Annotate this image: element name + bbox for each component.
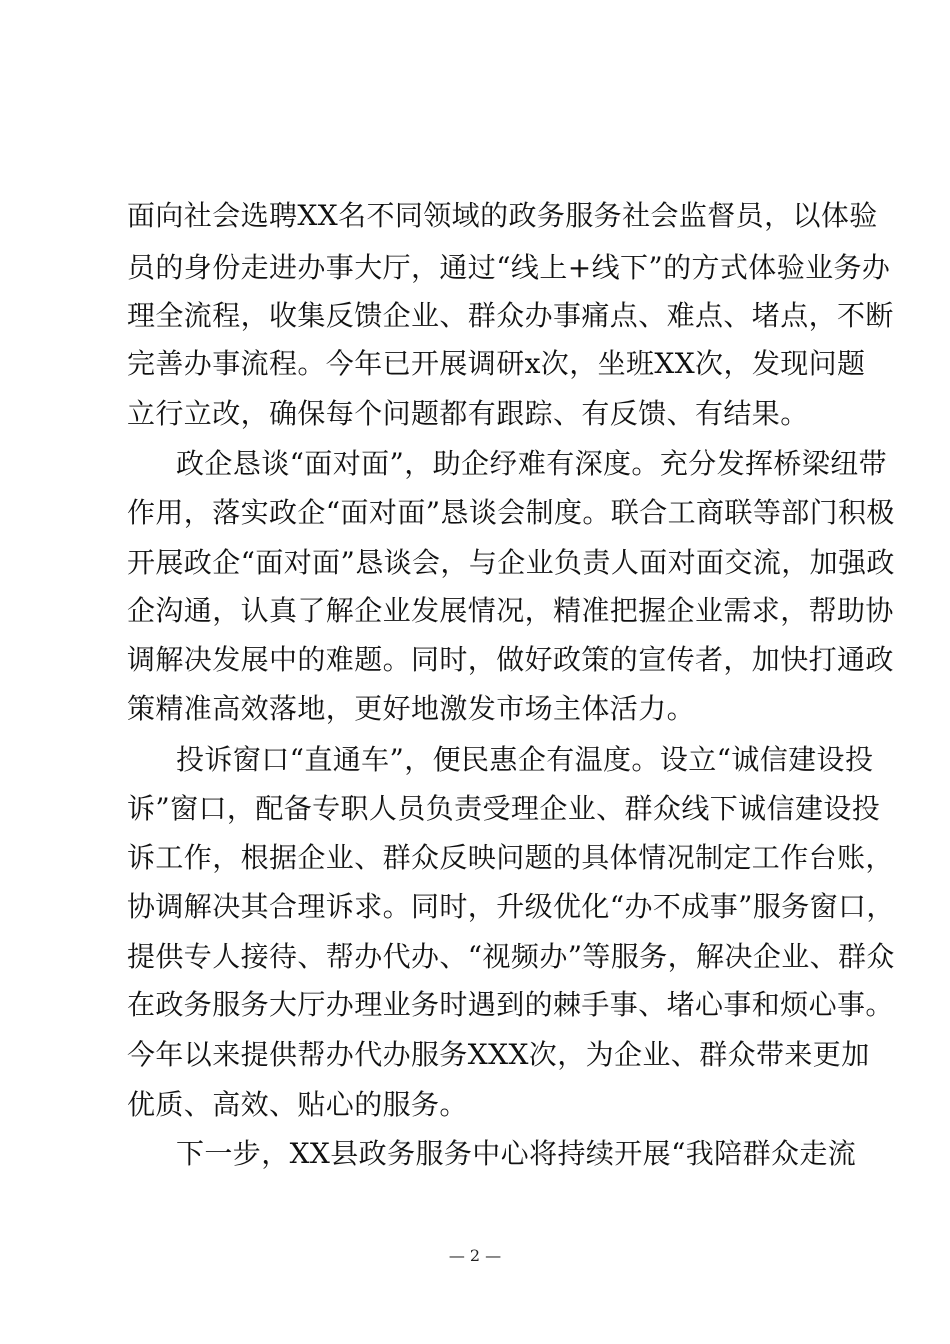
text-line: 诉”窗口，配备专职人员负责受理企业、群众线下诚信建设投	[127, 792, 881, 825]
text-line: 优质、高效、贴心的服务。	[127, 1088, 468, 1121]
paragraph-start-line: 政企恳谈“面对面”，助企纾难有深度。充分发挥桥梁纽带	[176, 447, 888, 480]
text-line: 作用，落实政企“面对面”恳谈会制度。联合工商联等部门积极	[127, 496, 895, 529]
page-number: — 2 —	[448, 1246, 502, 1265]
text-line: 在政务服务大厅办理业务时遇到的棘手事、堵心事和烦心事。	[127, 988, 894, 1021]
text-line: 提供专人接待、帮办代办、“视频办”等服务，解决企业、群众	[127, 940, 895, 973]
text-line: 诉工作，根据企业、群众反映问题的具体情况制定工作台账，	[127, 841, 894, 874]
text-line: 完善办事流程。今年已开展调研x次，坐班XX次，发现问题	[127, 347, 866, 380]
text-line: 企沟通，认真了解企业发展情况，精准把握企业需求，帮助协	[127, 594, 894, 627]
text-line: 理全流程，收集反馈企业、群众办事痛点、难点、堵点，不断	[127, 299, 894, 332]
paragraph-start-line: 下一步，XX县政务服务中心将持续开展“我陪群众走流	[176, 1137, 857, 1170]
paragraph-start-line: 投诉窗口“直通车”，便民惠企有温度。设立“诚信建设投	[176, 743, 874, 776]
text-line: 协调解决其合理诉求。同时，升级优化“办不成事”服务窗口，	[127, 890, 895, 923]
text-line: 今年以来提供帮办代办服务XXX次，为企业、群众带来更加	[127, 1038, 870, 1071]
text-line: 员的身份走进办事大厅，通过“线上+线下”的方式体验业务办	[127, 251, 891, 284]
text-line: 调解决发展中的难题。同时，做好政策的宣传者，加快打通政	[127, 643, 894, 676]
text-line: 面向社会选聘XX名不同领域的政务服务社会监督员，以体验	[127, 199, 878, 232]
text-line: 开展政企“面对面”恳谈会，与企业负责人面对面交流，加强政	[127, 546, 895, 579]
text-line: 策精准高效落地，更好地激发市场主体活力。	[127, 692, 696, 725]
text-line: 立行立改，确保每个问题都有跟踪、有反馈、有结果。	[127, 397, 809, 430]
